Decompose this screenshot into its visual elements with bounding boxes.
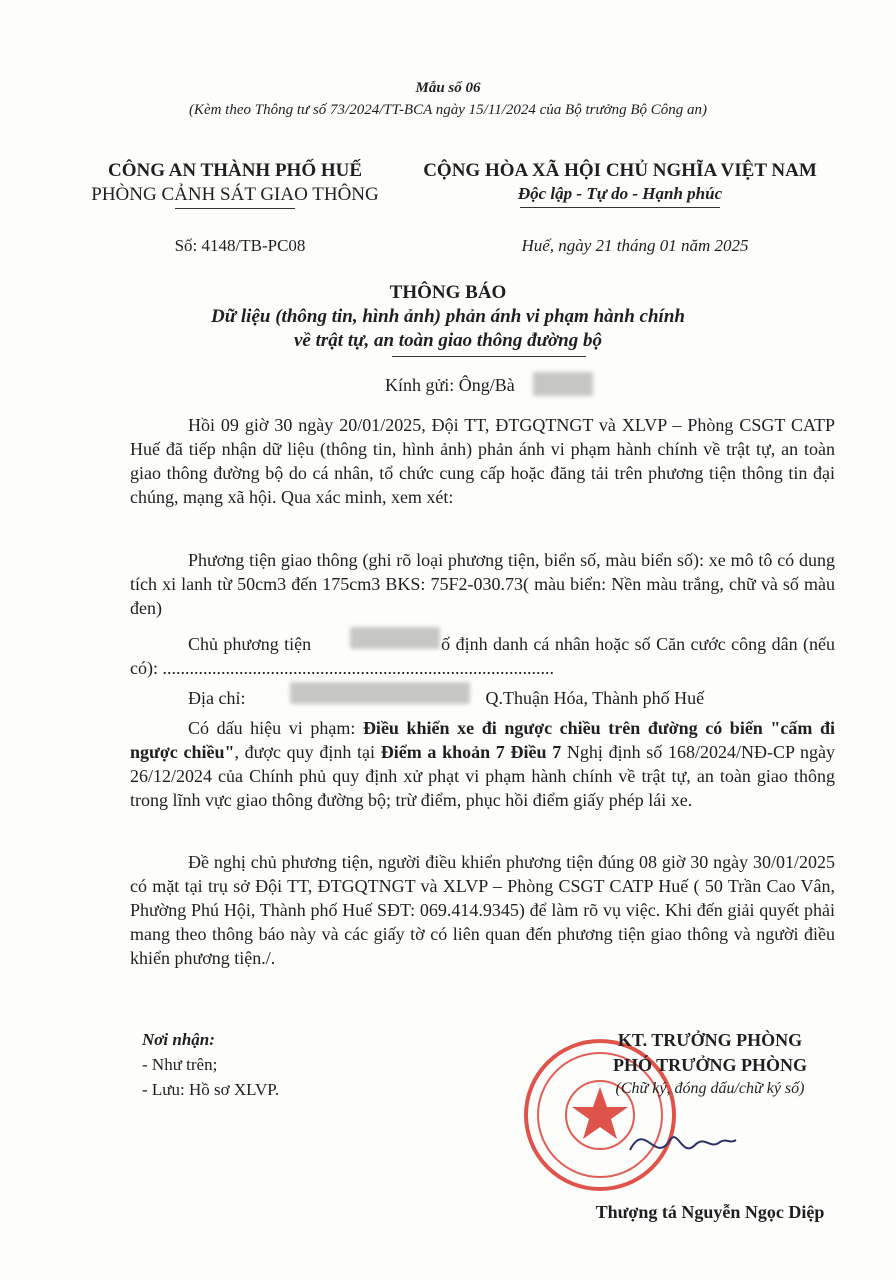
agency-name: CÔNG AN THÀNH PHỐ HUẾ: [107, 160, 363, 181]
address-label: Địa chỉ:: [188, 688, 246, 708]
owner-label: Chủ phương tiện: [188, 634, 312, 654]
recipients-title: Nơi nhận:: [142, 1030, 215, 1049]
paragraph-owner: [130, 632, 835, 680]
form-reference: (Kèm theo Thông tư số 73/2024/TT-BCA ngày 15/11/2024 của Bộ trưởng Bộ Công an): [188, 102, 708, 118]
violation-description: Điều khiển xe đi ngược chiều trên đường có biển "cấm đi ngược chiều": [130, 718, 835, 762]
signature-position: PHÓ TRƯỞNG PHÒNG: [612, 1055, 807, 1075]
paragraph-violation: [130, 716, 835, 812]
violation-mid: , được quy định tại: [234, 742, 381, 762]
form-number: Mẫu số 06: [415, 80, 481, 96]
notice-title: THÔNG BÁO: [389, 282, 507, 303]
redacted-address: [290, 682, 470, 704]
owner-id-text: ố định danh cá nhân hoặc số Căn cước công dân (nếu có): .......................................................................................: [130, 634, 835, 678]
signature-note: (Chữ ký, đóng dấu/chữ ký số): [615, 1080, 805, 1097]
recipient-line: Kính gửi: Ông/Bà: [385, 375, 515, 395]
recipient-item: - Lưu: Hồ sơ XLVP.: [142, 1080, 280, 1099]
handwritten-signature: [620, 1110, 740, 1170]
title-underline: [392, 356, 586, 357]
republic-name: CỘNG HÒA XÃ HỘI CHỦ NGHĨA VIỆT NAM: [423, 160, 817, 181]
paragraph-address: [130, 686, 835, 710]
signer-name: Thượng tá Nguyễn Ngọc Diệp: [595, 1202, 825, 1222]
agency-underline: [175, 208, 295, 209]
document-number: Số: 4148/TB-PC08: [174, 236, 306, 255]
department-name: PHÒNG CẢNH SÁT GIAO THÔNG: [91, 184, 379, 205]
notice-subtitle-1: Dữ liệu (thông tin, hình ảnh) phản ánh vi phạm hành chính: [211, 306, 685, 327]
recipient-item: - Như trên;: [142, 1055, 218, 1074]
violation-lead: Có dấu hiệu vi phạm:: [188, 718, 363, 738]
paragraph-request-text: Đề nghị chủ phương tiện, người điều khiển phương tiện đúng 08 giờ 30 ngày 30/01/2025 có mặt tại trụ sở Đội TT, ĐTGQTNGT và XLVP – Phòng CSGT CATP Huế ( 50 Trần Cao Vân, Phường Phú Hội, Thành phố Huế SĐT: 069.414.9345) để làm rõ vụ việc. Khi đến giải quyết phải mang theo thông báo này và các giấy tờ có liên quan đến phương tiện giao thông và người điều khiển phương tiện./.: [130, 852, 835, 968]
paragraph-vehicle: [130, 548, 835, 620]
paragraph-vehicle-text: Phương tiện giao thông (ghi rõ loại phương tiện, biển số, màu biển số): xe mô tô có dung tích xi lanh từ 50cm3 đến 175cm3 BKS: 75F2-030.73( màu biển: Nền màu trắng, chữ và số màu đen): [130, 550, 835, 618]
document-date: Huế, ngày 21 tháng 01 năm 2025: [521, 236, 749, 255]
motto: Độc lập - Tự do - Hạnh phúc: [517, 184, 723, 203]
notice-subtitle-2: về trật tự, an toàn giao thông đường bộ: [294, 330, 602, 351]
violation-tail: Nghị định số 168/2024/NĐ-CP ngày 26/12/2024 của Chính phủ quy định xử phạt vi phạm hành chính về trật tự, an toàn giao thông trong lĩnh vực giao thông đường bộ; trừ điểm, phục hồi điểm giấy phép lái xe.: [130, 742, 836, 810]
address-text: Q.Thuận Hóa, Thành phố Huế: [485, 688, 705, 708]
paragraph-intro: [130, 413, 835, 509]
paragraph-request: [130, 850, 835, 970]
violation-article: Điểm a khoản 7 Điều 7: [380, 742, 562, 762]
signature-title: KT. TRƯỞNG PHÒNG: [617, 1030, 803, 1050]
redacted-name: [533, 372, 593, 396]
redacted-owner: [350, 627, 440, 649]
paragraph-intro-text: Hồi 09 giờ 30 ngày 20/01/2025, Đội TT, ĐTGQTNGT và XLVP – Phòng CSGT CATP Huế đã tiếp nhận dữ liệu (thông tin, hình ảnh) phản ánh vi phạm hành chính về trật tự, an toàn giao thông đường bộ do cá nhân, tổ chức cung cấp hoặc đăng tải trên phương tiện thông tin đại chúng, mạng xã hội. Qua xác minh, xem xét:: [130, 415, 835, 507]
motto-underline: [520, 207, 720, 208]
